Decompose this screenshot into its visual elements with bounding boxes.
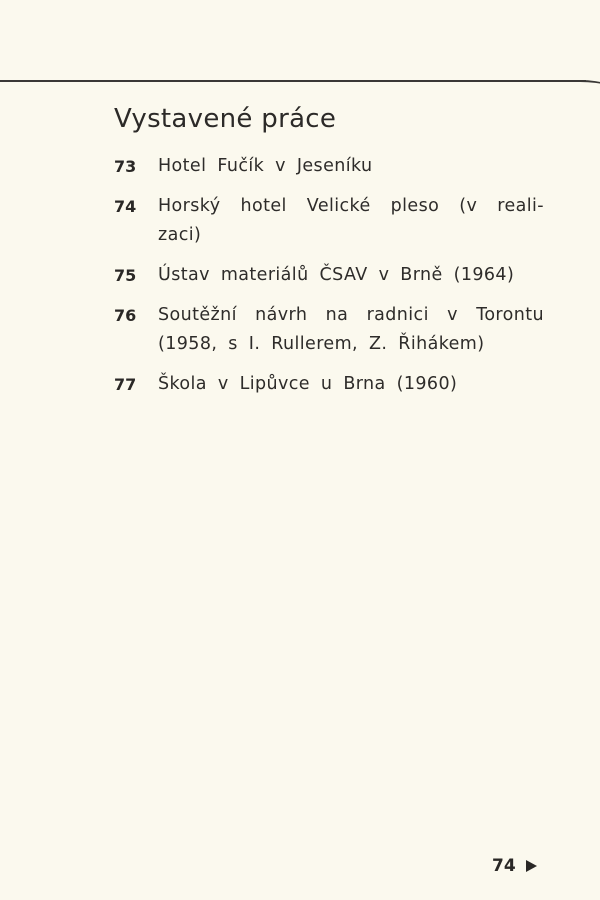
item-text: Soutěžní návrh na radnici v Torontu (1958, s I. Rullerem, Z. Řihákem) bbox=[158, 305, 544, 354]
list-item bbox=[114, 261, 544, 290]
item-text: Horský hotel Velické pleso (v reali- zaci) bbox=[158, 196, 544, 245]
top-rule-curve bbox=[560, 80, 600, 112]
item-text: Škola v Lipůvce u Brna (1960) bbox=[158, 374, 458, 394]
list-item bbox=[114, 152, 544, 181]
list-item bbox=[114, 192, 544, 250]
triangle-right-icon bbox=[526, 860, 537, 872]
item-number: 75 bbox=[114, 266, 137, 285]
item-text: Hotel Fučík v Jeseníku bbox=[158, 156, 373, 176]
list-item bbox=[114, 370, 544, 399]
page-number: 74 bbox=[492, 856, 516, 876]
item-number: 77 bbox=[114, 375, 137, 394]
top-rule bbox=[0, 80, 586, 82]
item-number: 74 bbox=[114, 197, 137, 216]
works-list bbox=[114, 152, 544, 410]
item-number: 73 bbox=[114, 157, 137, 176]
page-title: Vystavené práce bbox=[114, 104, 337, 134]
page-footer bbox=[492, 856, 537, 876]
list-item bbox=[114, 301, 544, 359]
item-number: 76 bbox=[114, 306, 137, 325]
item-text: Ústav materiálů ČSAV v Brně (1964) bbox=[158, 265, 515, 285]
